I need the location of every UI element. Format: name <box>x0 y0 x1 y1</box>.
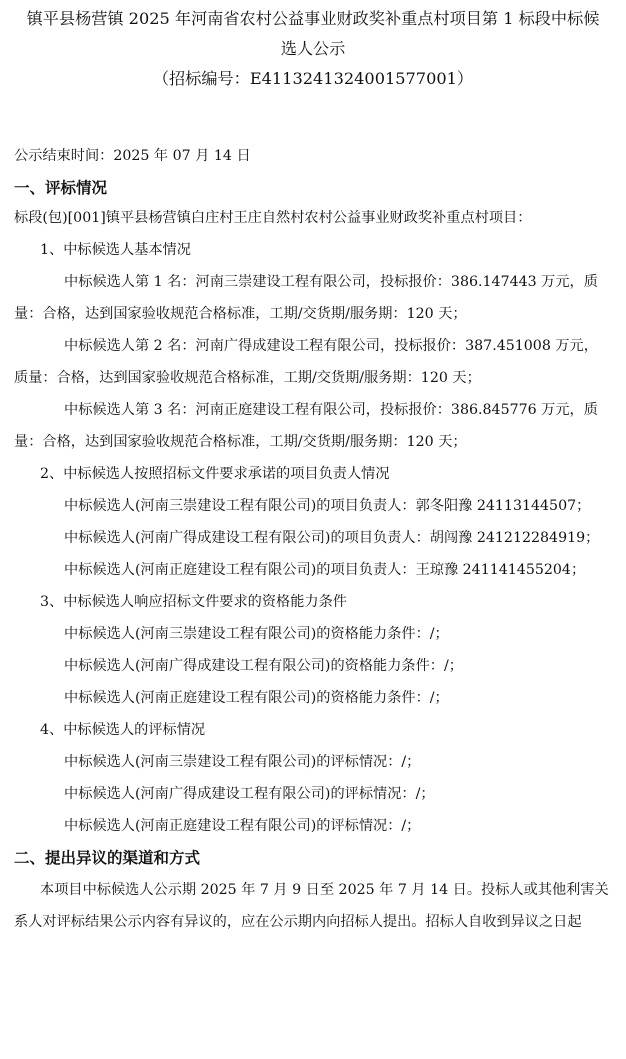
candidate-2-line-a: 中标候选人第 2 名：河南广得成建设工程有限公司，投标报价：387.451008 万元， <box>64 338 598 354</box>
candidate-1-line-b: 量：合格，达到国家验收规范合格标准，工期/交货期/服务期：120 天； <box>14 306 467 322</box>
subsection-1-heading: 1、中标候选人基本情况 <box>40 242 191 258</box>
candidate-1-line-a: 中标候选人第 1 名：河南三崇建设工程有限公司，投标报价：386.147443 万元，质 <box>64 274 598 290</box>
candidate-3-line-b: 量：合格，达到国家验收规范合格标准，工期/交货期/服务期：120 天； <box>14 434 467 450</box>
section-1-heading: 一、评标情况 <box>14 179 108 197</box>
evaluation-1: 中标候选人(河南三崇建设工程有限公司)的评标情况：/； <box>64 754 421 770</box>
objection-paragraph-line-b: 系人对评标结果公示内容有异议的，应在公示期内向招标人提出。招标人自收到异议之日起 <box>14 914 582 930</box>
lot-description: 标段(包)[001]镇平县杨营镇白庄村王庄自然村农村公益事业财政奖补重点村项目： <box>14 210 532 226</box>
qualification-1: 中标候选人(河南三崇建设工程有限公司)的资格能力条件：/； <box>64 626 449 642</box>
tender-number: （招标编号：E4113241324001577001） <box>152 69 474 88</box>
title-line-2: 选人公示 <box>280 39 346 58</box>
evaluation-2: 中标候选人(河南广得成建设工程有限公司)的评标情况：/； <box>64 786 435 802</box>
announcement-end-time: 公示结束时间：2025 年 07 月 14 日 <box>14 148 251 164</box>
section-2-heading: 二、提出异议的渠道和方式 <box>14 849 201 867</box>
subsection-2-heading: 2、中标候选人按照招标文件要求承诺的项目负责人情况 <box>40 466 390 482</box>
subsection-3-heading: 3、中标候选人响应招标文件要求的资格能力条件 <box>40 594 347 610</box>
subsection-4-heading: 4、中标候选人的评标情况 <box>40 722 206 738</box>
evaluation-3: 中标候选人(河南正庭建设工程有限公司)的评标情况：/； <box>64 818 421 834</box>
project-manager-3: 中标候选人(河南正庭建设工程有限公司)的项目负责人：王琼豫 241141455204； <box>64 562 586 578</box>
candidate-3-line-a: 中标候选人第 3 名：河南正庭建设工程有限公司，投标报价：386.845776 万元，质 <box>64 402 598 418</box>
candidate-2-line-b: 质量：合格，达到国家验收规范合格标准，工期/交货期/服务期：120 天； <box>14 370 481 386</box>
qualification-2: 中标候选人(河南广得成建设工程有限公司)的资格能力条件：/； <box>64 658 463 674</box>
qualification-3: 中标候选人(河南正庭建设工程有限公司)的资格能力条件：/； <box>64 690 449 706</box>
project-manager-1: 中标候选人(河南三崇建设工程有限公司)的项目负责人：郭冬阳豫 24113144507； <box>64 498 591 514</box>
title-line-1: 镇平县杨营镇 2025 年河南省农村公益事业财政奖补重点村项目第 1 标段中标候 <box>26 9 600 28</box>
project-manager-2: 中标候选人(河南广得成建设工程有限公司)的项目负责人：胡闯豫 241212284919； <box>64 530 600 546</box>
objection-paragraph-line-a: 本项目中标候选人公示期 2025 年 7 月 9 日至 2025 年 7 月 14 日。投标人或其他利害关 <box>40 882 609 898</box>
